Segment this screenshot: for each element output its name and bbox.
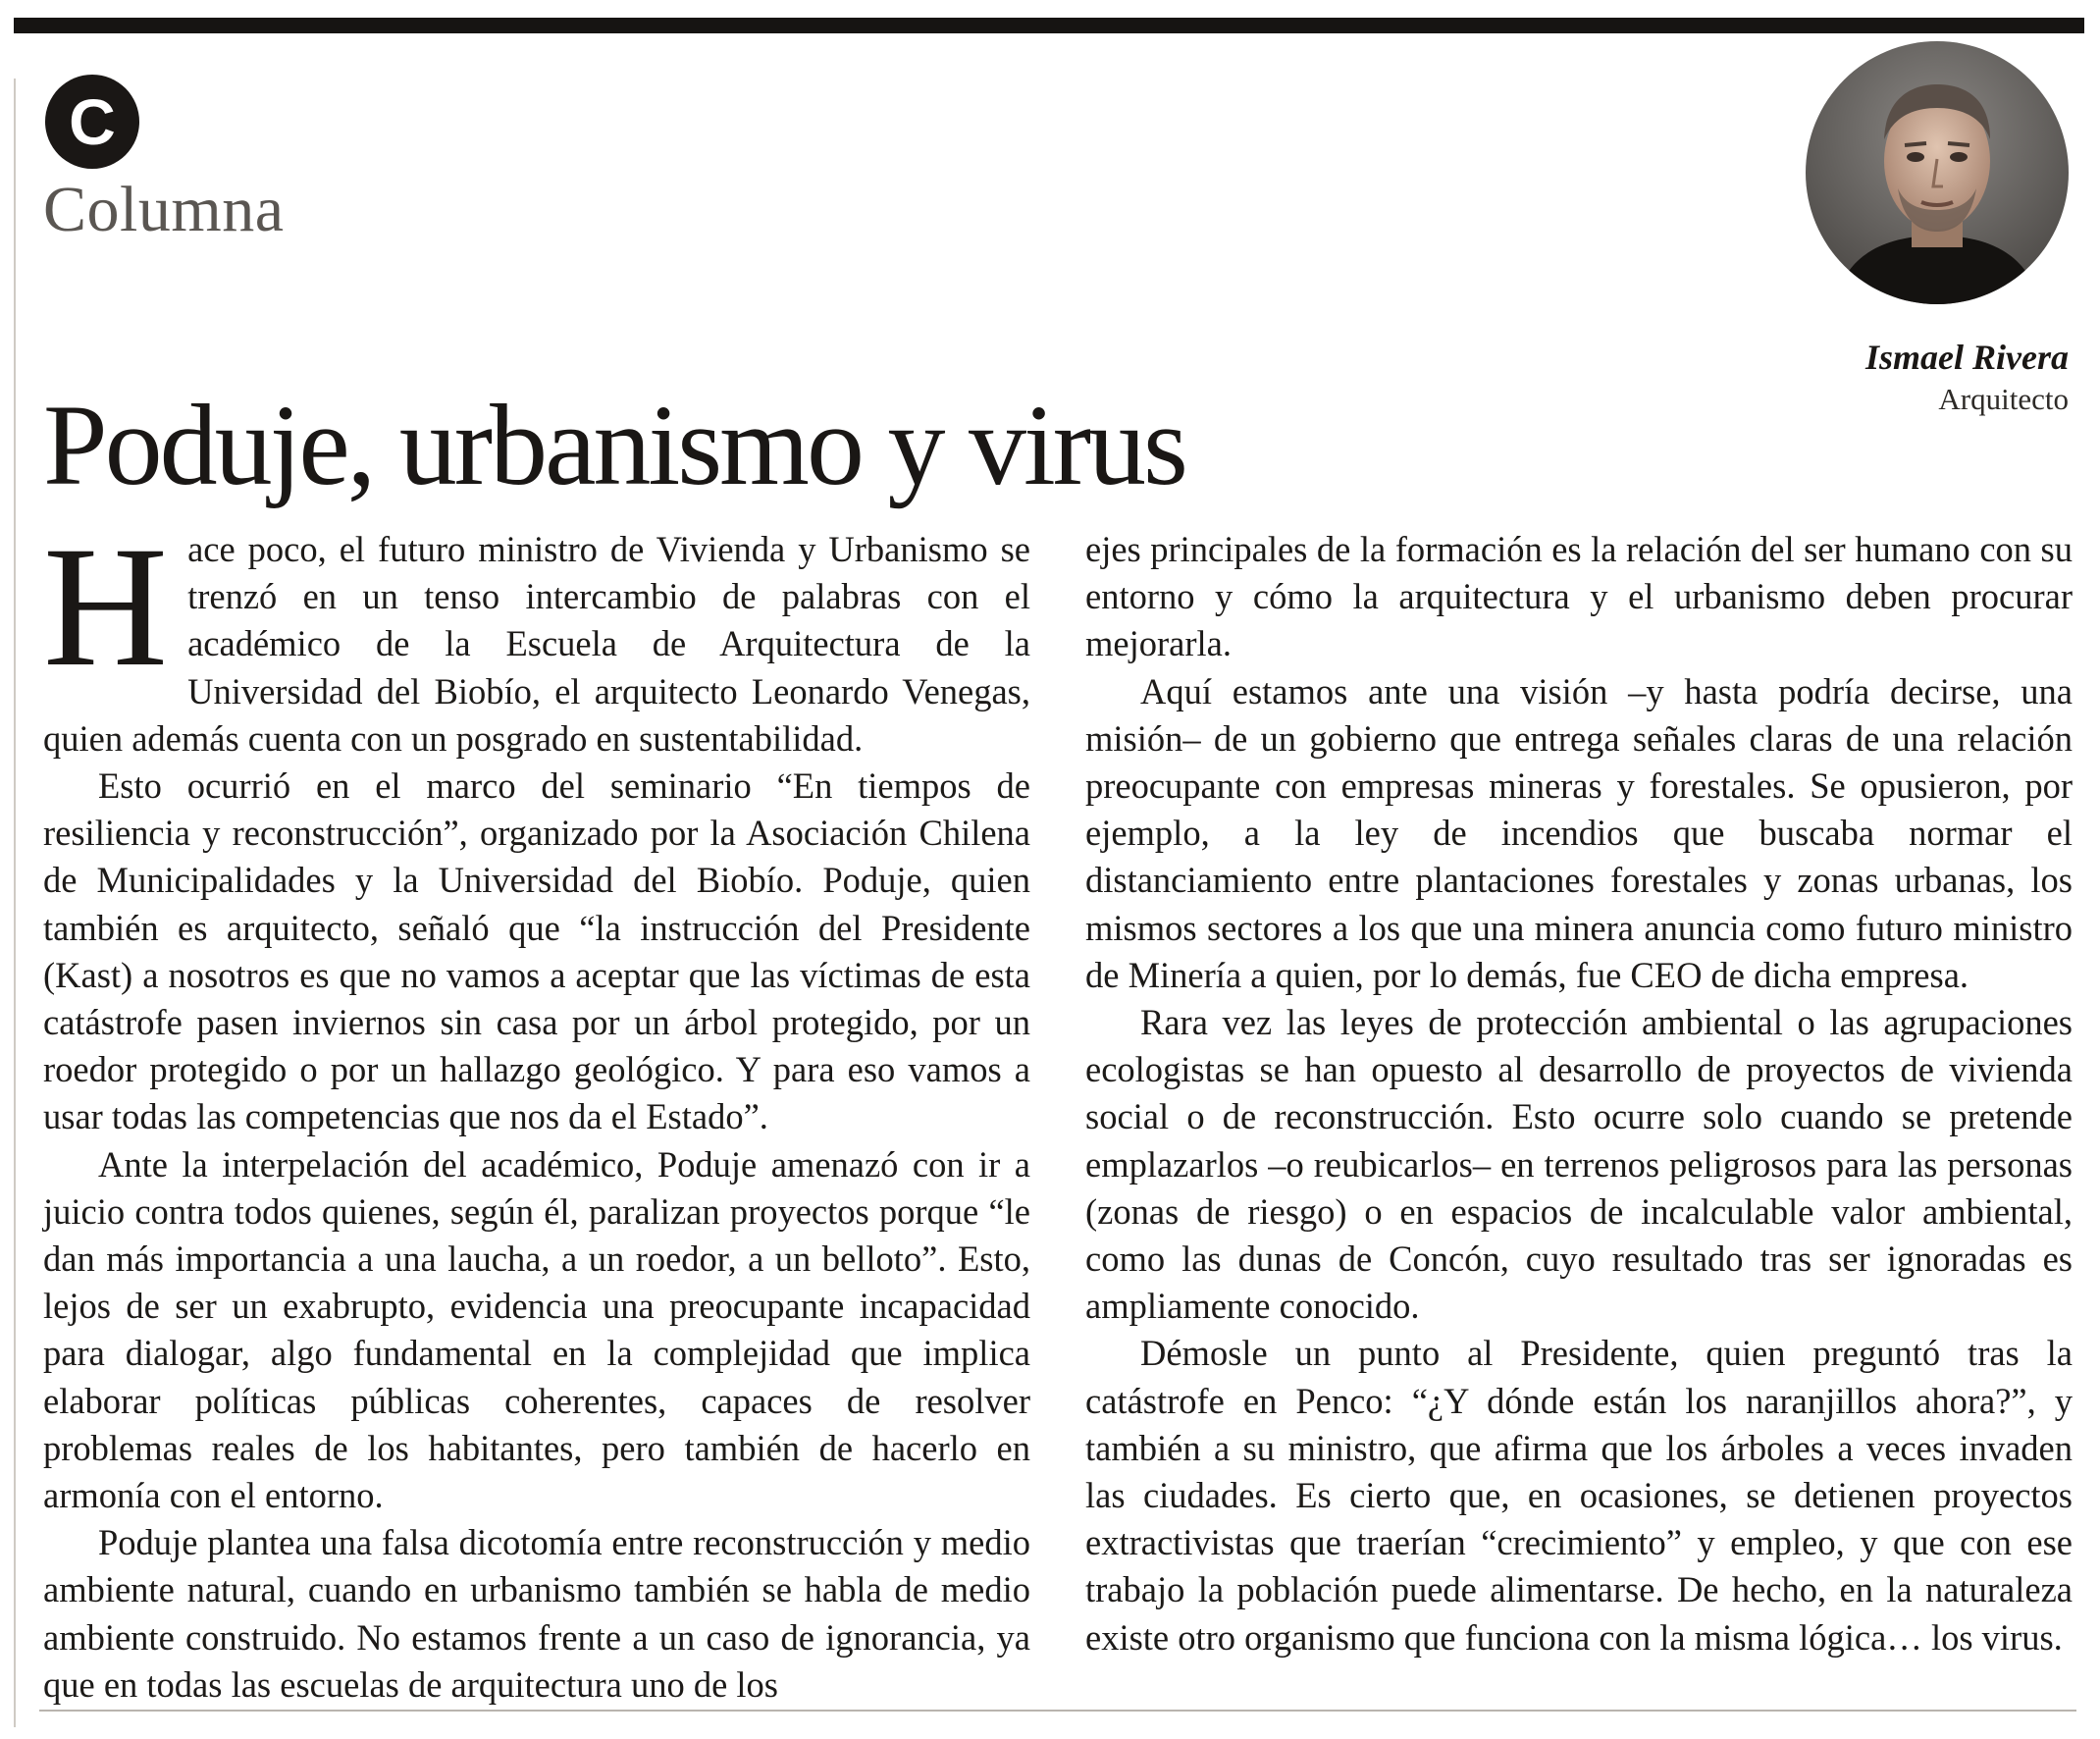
author-role: Arquitecto [1938,382,2069,416]
author-name: Ismael Rivera [1865,338,2069,377]
top-rule [14,18,2084,33]
paragraph-3: Ante la interpelación del académico, Poduje amenazó con ir a juicio contra todos quienes, según él, paralizan proyectos porque “le dan más importancia a una laucha, a un roedor, a un belloto”. Esto, lejos de ser un exabrupto, evidencia una preocupante incapacidad para dialogar, algo fundamental en la complejidad que implica elaborar políticas públicas coherentes, capaces de resolver problemas reales de los habitantes, pero también de hacerlo en armonía con el entorno. [43,1143,1030,1516]
paragraph-4-start: Poduje plantea una falsa dicotomía entre reconstrucción y medio ambiente natural, cuando en urbanismo también se habla de medio ambiente construido. No estamos frente a un caso de ignorancia, ya que en todas las escuelas de arquitectura uno de los [43,1522,1030,1705]
paragraph-2: Esto ocurrió en el marco del seminario “En tiempos de resiliencia y reconstrucción”, organizado por la Asociación Chilena de Municipalidades y la Universidad del Biobío. Poduje, quien también es arquitecto, señaló que “la instrucción del Presidente (Kast) a nosotros es que no vamos a aceptar que las víctimas de esta catástrofe pasen inviernos sin casa por un árbol protegido, por un roedor protegido o por un hallazgo geológico. Y para eso vamos a usar todas las competencias que nos da el Estado”. [43,765,1030,1137]
author-block [1865,336,2069,420]
section-label: Columna [43,174,285,245]
article-column-1 [43,511,1030,1709]
drop-cap: H [43,511,169,703]
paragraph-4-end: ejes principales de la formación es la relación del ser humano con su entorno y cómo la arquitectura y el urbanismo deben procurar mejorarla. [1085,529,2073,664]
paragraph-1-text: ace poco, el futuro ministro de Vivienda y Urbanismo se trenzó en un tenso intercambio de palabras con el académico de la Escuela de Arquitectura de la Universidad del Biobío, el arquitecto Leonardo Venegas, quien además cuenta con un posgrado en sustentabilidad. [43,529,1030,759]
article-column-2 [1085,526,2073,1661]
left-margin-rule [14,79,16,1727]
paragraph-5: Aquí estamos ante una visión –y hasta podría decirse, una misión– de un gobierno que entrega señales claras de una relación preocupante con empresas mineras y forestales. Se opusieron, por ejemplo, a la ley de incendios que buscaba normar el distanciamiento entre plantaciones forestales y zonas urbanas, los mismos sectores a los que una minera anuncia como futuro ministro de Minería a quien, por lo demás, fue CEO de dicha empresa. [1085,670,2073,995]
author-photo [1806,41,2069,304]
paragraph-1 [43,511,1030,763]
bottom-rule [39,1710,2076,1712]
headline: Poduje, urbanismo y virus [43,381,1185,509]
column-badge: C [45,75,139,169]
paragraph-6: Rara vez las leyes de protección ambiental o las agrupaciones ecologistas se han opuesto al desarrollo de proyectos de vivienda social o de reconstrucción. Esto ocurre solo cuando se pretende emplazarlos –o reubicarlos– en terrenos peligrosos para las personas (zonas de riesgo) o en espacios de incalculable valor ambiental, como las dunas de Concón, cuyo resultado tras ser ignoradas es ampliamente conocido. [1085,1002,2073,1327]
paragraph-7: Démosle un punto al Presidente, quien preguntó tras la catástrofe en Penco: “¿Y dónde están los naranjillos ahora?”, y también a su ministro, que afirma que los árboles a veces invaden las ciudades. Es cierto que, en ocasiones, se detienen proyectos extractivistas que traerían “crecimiento” y empleo, y que con ese trabajo la población puede alimentarse. De hecho, en la naturaleza existe otro organismo que funciona con la misma lógica… los virus. [1085,1333,2073,1658]
